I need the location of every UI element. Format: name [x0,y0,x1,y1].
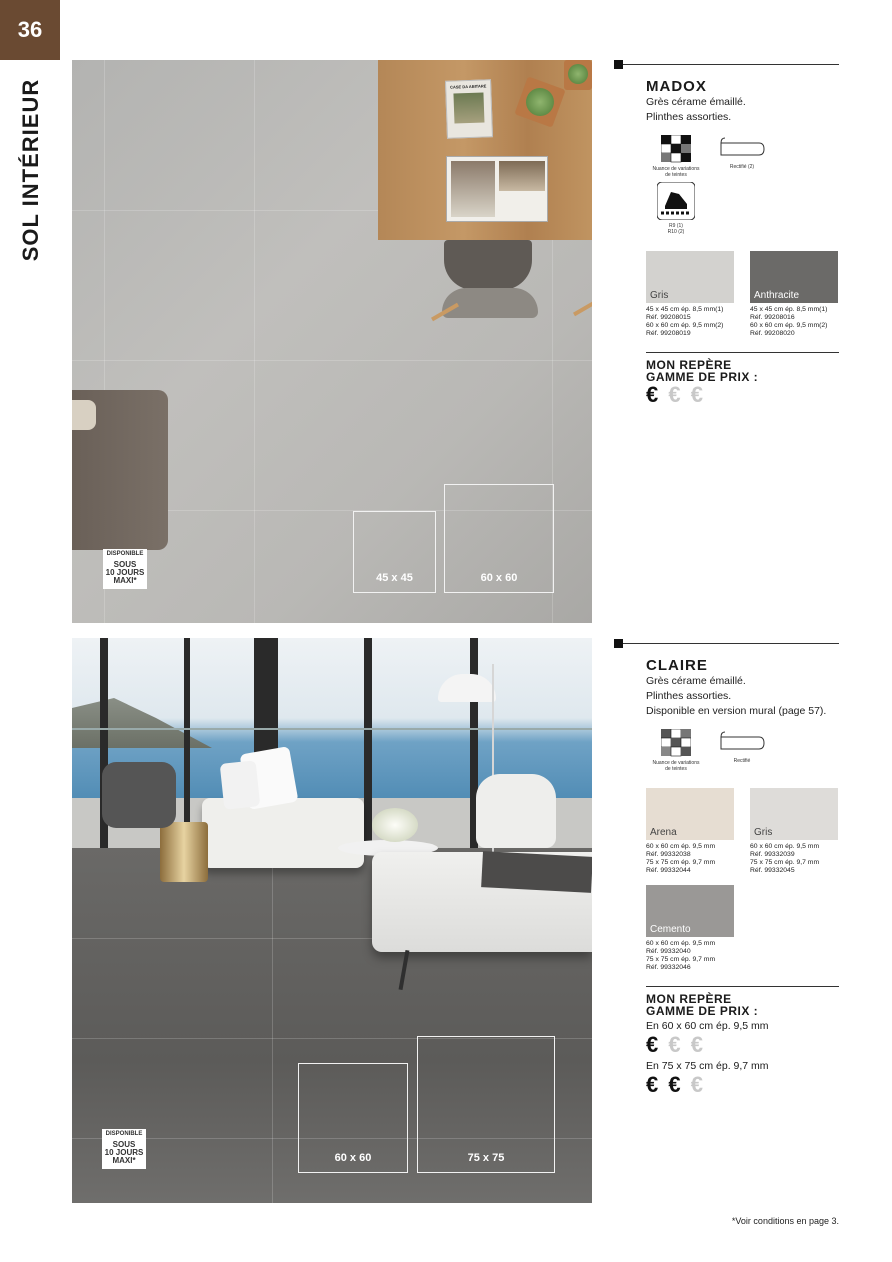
spec-line: Réf. 99208020 [750,330,795,337]
chair-seat [444,240,532,290]
spec-line: 60 x 60 cm ép. 9,5 mm [646,843,716,850]
size-box-45 [353,511,436,593]
cushion [220,760,261,810]
cushion [72,400,96,430]
spec-line: Réf. 99208019 [646,330,691,337]
euro-symbol-inactive: € [690,1072,705,1097]
spec-line: Réf. 99332046 [646,964,691,971]
spec-line: 75 x 75 cm ép. 9,7 mm [646,859,716,866]
badge-heading: DISPONIBLE [104,550,146,558]
shade-variation-icon [650,135,702,178]
madox-icon-row [650,135,839,178]
price-rule [646,352,839,353]
icon-caption: Nuance de variations de teintes [652,760,700,772]
madox-swatches [646,251,839,338]
slip-resistance-icon [650,182,702,235]
badge-heading: DISPONIBLE [103,1130,145,1138]
size-box-60 [298,1063,408,1173]
product-description [646,674,839,719]
magazine-cover-image [453,92,484,123]
price-indicator [646,1073,839,1097]
size-box-60 [444,484,554,593]
page-number [0,0,60,60]
availability-badge [102,1129,146,1169]
color-swatch [646,788,734,875]
size-label: 60 x 60 [334,1152,372,1164]
gold-side-table [160,822,208,882]
magazine-title: CASE DA ABITARE [449,83,487,90]
spec-line: 60 x 60 cm ép. 9,5 mm [750,843,820,850]
color-swatch [646,251,734,338]
spec-line: Réf. 99332040 [646,948,691,955]
claire-product-block [614,639,839,1097]
succulent [568,64,588,84]
swatch-name: Anthracite [754,290,800,301]
badge-line: SOUS [113,560,137,569]
price-heading-line: GAMME DE PRIX : [646,1004,759,1018]
badge-line: MAXI* [113,576,137,585]
euro-symbol-active: € [646,1032,661,1057]
price-indicator [646,383,839,407]
swatch-specs [646,306,734,338]
euro-symbol-active: € [646,1072,661,1097]
badge-line: 10 JOURS [105,568,145,577]
price-heading-line: GAMME DE PRIX : [646,370,759,384]
madox-product-block [614,60,839,407]
price-rule [646,986,839,987]
page-number-text: 36 [17,17,43,42]
spec-line: 75 x 75 cm ép. 9,7 mm [750,859,820,866]
glass-railing [72,728,592,730]
swatch-specs [750,306,838,338]
color-swatch [750,788,838,875]
swatch-specs [646,843,734,875]
section-rule [614,639,839,649]
section-title [14,70,48,270]
magazine-page-left [451,161,495,217]
spec-line: 60 x 60 cm ép. 9,5 mm(2) [646,322,724,329]
section-title-text: SOL INTÉRIEUR [18,78,43,262]
size-label: 75 x 75 [467,1152,505,1164]
madox-slip-icon-row [650,182,839,235]
spec-line: Réf. 99332038 [646,851,691,858]
swatch-chip [750,788,838,840]
table-leg [573,298,592,316]
icon-caption: Rectifié (2) [729,164,755,170]
swatch-name: Gris [650,290,669,301]
swatch-chip [646,788,734,840]
spec-line: Réf. 99332044 [646,867,691,874]
plant-pot [564,60,592,90]
rectified-edge-icon [716,729,768,772]
flower-vase [372,808,418,842]
spec-line: 45 x 45 cm ép. 8,5 mm(1) [750,306,828,313]
euro-symbol-inactive: € [690,1032,705,1057]
description-line: Grès cérame émaillé. [646,675,746,687]
price-heading-line: MON REPÈRE [646,358,732,372]
product-name: MADOX [646,78,707,95]
size-box-75 [417,1036,555,1173]
euro-symbol-active: € [646,382,661,407]
euro-symbol-inactive: € [690,382,705,407]
color-swatch [750,251,838,338]
price-heading [646,359,839,383]
magazine-page-right [499,161,545,191]
euro-symbol-inactive: € [668,1032,683,1057]
swatch-name: Arena [650,827,677,838]
price-heading [646,993,839,1017]
badge-line: MAXI* [112,1156,136,1165]
claire-swatches [646,788,839,972]
badge-line: 10 JOURS [104,1148,144,1157]
product-name: CLAIRE [646,657,708,674]
swatch-chip [646,251,734,303]
price-heading-line: MON REPÈRE [646,992,732,1006]
claire-photo [72,638,592,1203]
description-line: Grès cérame émaillé. [646,96,746,108]
icon-caption: Rectifié [733,758,751,764]
spec-line: Réf. 99208015 [646,314,691,321]
spec-line: Réf. 99332039 [750,851,795,858]
magazine [445,79,493,139]
description-line: Disponible en version mural (page 57). [646,705,827,717]
euro-symbol-inactive: € [668,382,683,407]
product-description [646,95,839,125]
swatch-specs [750,843,838,875]
tile-joint [272,848,273,1203]
dark-armchair [102,762,176,828]
spec-line: Réf. 99208016 [750,314,795,321]
claire-icon-row [650,729,839,772]
sofa [72,390,168,550]
spec-line: 60 x 60 cm ép. 9,5 mm [646,940,716,947]
price-format-label: En 60 x 60 cm ép. 9,5 mm [646,1020,769,1032]
shade-variation-icon [650,729,702,772]
spec-line: 75 x 75 cm ép. 9,7 mm [646,956,716,963]
section-rule [614,60,839,70]
spec-line: Réf. 99332045 [750,867,795,874]
badge-line: SOUS [112,1140,136,1149]
succulent [522,84,558,120]
euro-symbol-active: € [668,1072,683,1097]
white-armchair [476,774,556,848]
color-swatch [646,885,734,972]
footnote: *Voir conditions en page 3. [731,1216,839,1226]
icon-caption: R10 (2) [667,229,685,235]
size-label: 60 x 60 [480,572,518,584]
bed-throw [481,851,592,893]
spec-line: 45 x 45 cm ép. 8,5 mm(1) [646,306,724,313]
icon-caption: R9 (1) [669,223,683,229]
size-label: 45 x 45 [376,572,413,584]
spec-line: 60 x 60 cm ép. 9,5 mm(2) [750,322,828,329]
window-frame [364,638,372,856]
madox-photo [72,60,592,623]
availability-badge [103,549,147,589]
tile-joint [254,60,255,623]
swatch-chip [646,885,734,937]
swatch-chip [750,251,838,303]
price-indicator [646,1033,839,1057]
chair [440,240,540,335]
swatch-name: Cemento [650,924,691,935]
swatch-specs [646,940,734,972]
swatch-name: Gris [754,827,773,838]
description-line: Plinthes assorties. [646,111,732,123]
open-magazine [446,156,548,222]
tile-joint [72,360,592,361]
price-format-label: En 75 x 75 cm ép. 9,7 mm [646,1060,769,1072]
icon-caption: Nuance de variations de teintes [652,166,700,178]
rectified-edge-icon [716,135,768,178]
description-line: Plinthes assorties. [646,690,732,702]
